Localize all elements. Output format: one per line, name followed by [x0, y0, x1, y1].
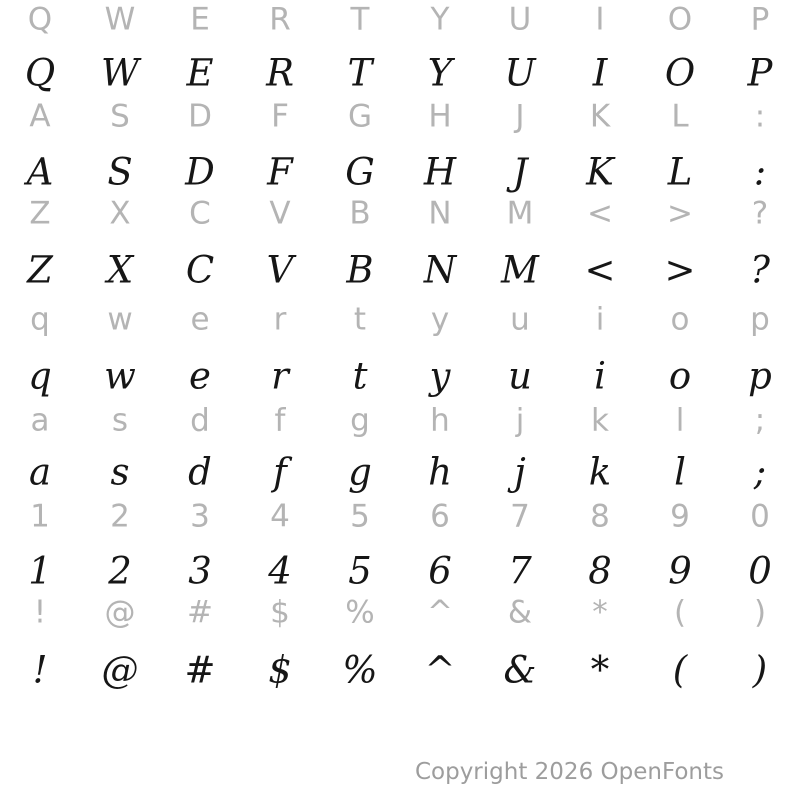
glyph-cell: T	[350, 1, 370, 38]
glyph-cell: F	[267, 150, 293, 194]
glyph-cell: 4	[268, 549, 292, 593]
glyph-cell: u	[508, 354, 532, 398]
glyph-cell: s	[111, 402, 129, 439]
glyph-cell: j	[515, 402, 525, 439]
glyph-cell: a	[28, 450, 52, 494]
glyph-cell: :	[754, 98, 766, 135]
glyph-cell: Z	[29, 195, 51, 232]
glyph-cell: N	[423, 248, 457, 292]
glyph-cell: s	[110, 450, 130, 494]
glyph-cell: O	[667, 1, 693, 38]
glyph-cell: K	[589, 98, 611, 135]
glyph-cell: 6	[430, 498, 450, 535]
glyph-cell: $	[268, 648, 292, 692]
glyph-cell: <	[587, 195, 613, 232]
glyph-cell: 8	[588, 549, 612, 593]
glyph-cell: d	[188, 450, 212, 494]
glyph-cell: o	[670, 301, 690, 338]
glyph-cell: f	[273, 450, 287, 494]
glyph-cell: W	[104, 1, 136, 38]
glyph-cell: E	[190, 1, 210, 38]
reference-glyph-row	[0, 301, 800, 338]
glyph-cell: &	[507, 594, 533, 631]
glyph-cell: 9	[668, 549, 692, 593]
glyph-cell: Q	[24, 51, 56, 95]
glyph-cell: @	[104, 594, 136, 631]
reference-glyph-row	[0, 594, 800, 631]
glyph-cell: 5	[348, 549, 372, 593]
glyph-cell: a	[30, 402, 50, 439]
glyph-cell: 8	[590, 498, 610, 535]
glyph-cell: w	[104, 354, 136, 398]
glyph-cell: J	[512, 150, 528, 194]
glyph-cell: P	[750, 1, 770, 38]
glyph-cell: N	[428, 195, 452, 232]
glyph-cell: j	[514, 450, 526, 494]
glyph-cell: ;	[753, 450, 767, 494]
reference-glyph-row	[0, 195, 800, 232]
glyph-cell: h	[428, 450, 452, 494]
glyph-cell: L	[671, 98, 689, 135]
glyph-cell: %	[345, 594, 375, 631]
glyph-cell: J	[515, 98, 525, 135]
specimen-glyph-row	[0, 450, 800, 494]
glyph-cell: ?	[751, 195, 769, 232]
glyph-cell: )	[752, 648, 768, 692]
glyph-cell: A	[29, 98, 51, 135]
glyph-cell: G	[345, 150, 375, 194]
glyph-cell: U	[508, 1, 532, 38]
specimen-glyph-row	[0, 248, 800, 292]
glyph-cell: k	[591, 402, 609, 439]
glyph-cell: 1	[28, 549, 52, 593]
glyph-cell: H	[423, 150, 457, 194]
glyph-cell: )	[753, 594, 767, 631]
glyph-cell: h	[430, 402, 450, 439]
glyph-cell: I	[592, 51, 608, 95]
glyph-cell: 3	[188, 549, 212, 593]
glyph-cell: ^	[424, 648, 456, 692]
glyph-cell: l	[675, 402, 685, 439]
glyph-cell: E	[186, 51, 214, 95]
glyph-cell: !	[32, 648, 48, 692]
glyph-cell: 0	[748, 549, 772, 593]
glyph-cell: e	[190, 301, 210, 338]
glyph-cell: 7	[510, 498, 530, 535]
glyph-cell: H	[428, 98, 452, 135]
glyph-cell: C	[189, 195, 211, 232]
glyph-cell: 2	[110, 498, 130, 535]
glyph-cell: F	[271, 98, 289, 135]
glyph-cell: 0	[750, 498, 770, 535]
specimen-glyph-row	[0, 549, 800, 593]
glyph-cell: X	[106, 248, 134, 292]
glyph-cell: U	[504, 51, 536, 95]
reference-glyph-row	[0, 402, 800, 439]
glyph-cell: %	[342, 648, 378, 692]
glyph-cell: 1	[30, 498, 50, 535]
glyph-cell: 2	[108, 549, 132, 593]
glyph-cell: (	[672, 648, 688, 692]
glyph-cell: S	[110, 98, 130, 135]
glyph-cell: q	[30, 301, 50, 338]
glyph-cell: D	[185, 150, 215, 194]
glyph-cell: Q	[27, 1, 53, 38]
glyph-cell: A	[26, 150, 54, 194]
glyph-cell: i	[595, 301, 605, 338]
copyright-text: Copyright 2026 OpenFonts	[414, 759, 724, 785]
glyph-cell: B	[349, 195, 371, 232]
glyph-cell: ;	[754, 402, 766, 439]
glyph-cell: 3	[190, 498, 210, 535]
glyph-cell: 7	[508, 549, 532, 593]
glyph-cell: K	[586, 150, 614, 194]
glyph-cell: w	[107, 301, 133, 338]
specimen-glyph-row	[0, 51, 800, 95]
specimen-glyph-row	[0, 150, 800, 194]
glyph-cell: S	[107, 150, 133, 194]
glyph-cell: i	[594, 354, 606, 398]
glyph-cell: y	[429, 354, 451, 398]
glyph-cell: #	[187, 594, 213, 631]
glyph-cell: D	[188, 98, 212, 135]
glyph-cell: Z	[27, 248, 53, 292]
glyph-cell: ^	[427, 594, 453, 631]
glyph-cell: p	[748, 354, 772, 398]
glyph-cell: @	[101, 648, 139, 692]
glyph-cell: t	[352, 354, 368, 398]
glyph-cell: o	[668, 354, 692, 398]
specimen-glyph-row	[0, 648, 800, 692]
glyph-cell: W	[100, 51, 140, 95]
reference-glyph-row	[0, 498, 800, 535]
glyph-cell: :	[753, 150, 767, 194]
glyph-cell: e	[189, 354, 211, 398]
glyph-cell: B	[346, 248, 374, 292]
glyph-cell: $	[270, 594, 290, 631]
reference-glyph-row	[0, 98, 800, 135]
glyph-cell: L	[667, 150, 693, 194]
glyph-cell: *	[592, 594, 608, 631]
glyph-cell: Y	[430, 1, 450, 38]
glyph-cell: I	[595, 1, 605, 38]
glyph-cell: >	[664, 248, 696, 292]
glyph-cell: G	[347, 98, 373, 135]
glyph-cell: R	[266, 51, 294, 95]
glyph-cell: r	[271, 354, 289, 398]
glyph-cell: 9	[670, 498, 690, 535]
glyph-cell: Y	[427, 51, 453, 95]
glyph-cell: P	[747, 51, 773, 95]
glyph-cell: >	[667, 195, 693, 232]
glyph-cell: k	[588, 450, 612, 494]
glyph-cell: O	[664, 51, 696, 95]
glyph-cell: q	[28, 354, 52, 398]
glyph-cell: y	[430, 301, 450, 338]
glyph-cell: R	[269, 1, 291, 38]
glyph-cell: V	[269, 195, 291, 232]
glyph-cell: l	[674, 450, 686, 494]
glyph-cell: t	[353, 301, 367, 338]
glyph-cell: 6	[428, 549, 452, 593]
glyph-cell: ?	[750, 248, 770, 292]
glyph-cell: #	[184, 648, 216, 692]
glyph-cell: !	[33, 594, 47, 631]
glyph-cell: g	[350, 402, 370, 439]
glyph-cell: r	[273, 301, 287, 338]
glyph-cell: f	[274, 402, 286, 439]
glyph-cell: &	[503, 648, 537, 692]
glyph-cell: d	[190, 402, 210, 439]
glyph-cell: *	[590, 648, 610, 692]
glyph-cell: u	[510, 301, 530, 338]
reference-glyph-row	[0, 1, 800, 38]
glyph-cell: V	[266, 248, 294, 292]
glyph-cell: X	[109, 195, 131, 232]
glyph-cell: <	[584, 248, 616, 292]
glyph-cell: 4	[270, 498, 290, 535]
specimen-glyph-row	[0, 354, 800, 398]
glyph-cell: g	[348, 450, 372, 494]
glyph-cell: M	[501, 248, 539, 292]
glyph-cell: C	[185, 248, 215, 292]
glyph-cell: T	[347, 51, 373, 95]
glyph-cell: 5	[350, 498, 370, 535]
glyph-cell: (	[673, 594, 687, 631]
glyph-cell: p	[750, 301, 770, 338]
glyph-cell: M	[506, 195, 534, 232]
